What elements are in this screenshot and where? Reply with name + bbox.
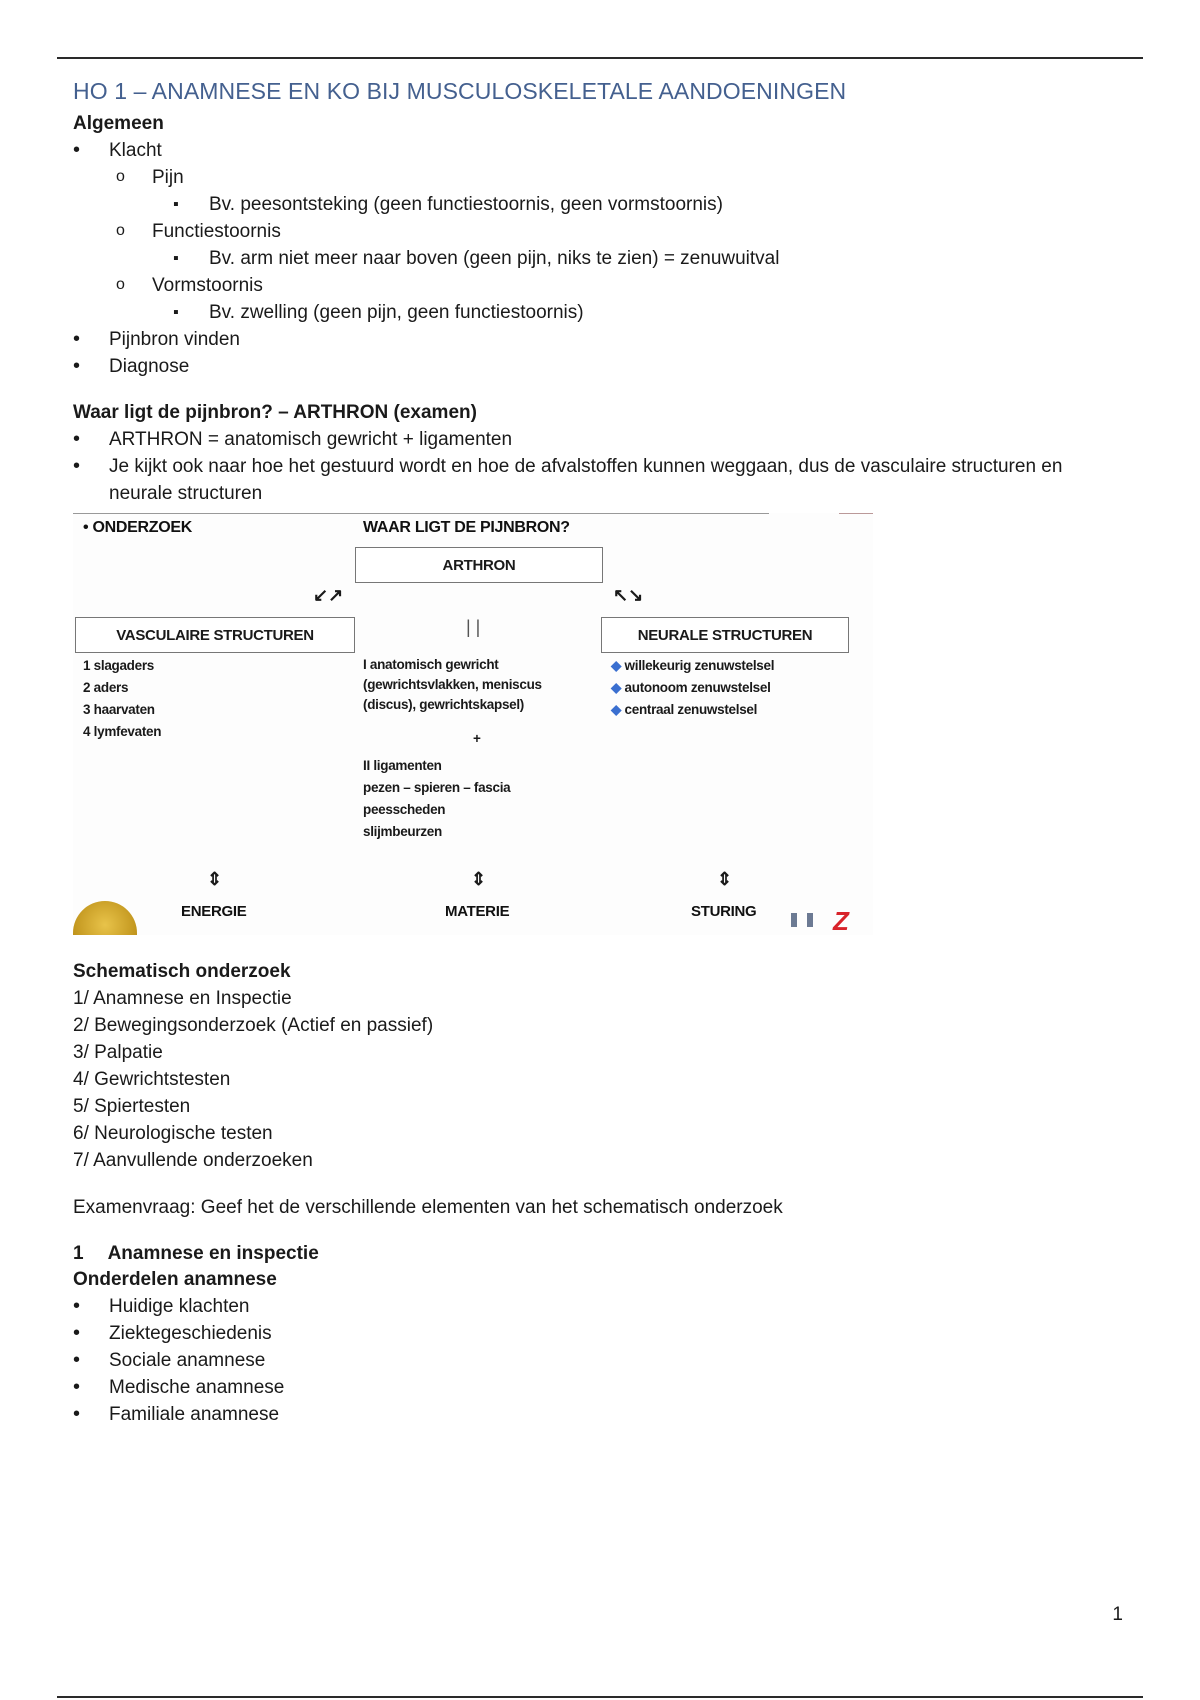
list-item: • Ziektegeschiedenis xyxy=(73,1320,1133,1347)
list-item: • Je kijkt ook naar hoe het gestuurd wordt en hoe de afvalstoffen kunnen weggaan, dus de vasculaire structuren en neurale structuren xyxy=(73,453,1133,507)
arrow-right-icon: ↖↘ xyxy=(613,585,644,605)
list-item: • Sociale anamnese xyxy=(73,1347,1133,1374)
updown-arrow-icon: ⇕ xyxy=(717,869,733,889)
arrow-left-icon: ↙↗ xyxy=(313,585,344,605)
list-item: ▪ Bv. zwelling (geen pijn, geen functiestoornis) xyxy=(73,299,1133,326)
page-number: 1 xyxy=(1112,1604,1123,1625)
list-item: • Diagnose xyxy=(73,353,1133,380)
list-item: 2/ Bewegingsonderzoek (Actief en passief) xyxy=(73,1015,434,1036)
updown-arrow-icon: ⇕ xyxy=(207,869,223,889)
schematisch-list xyxy=(73,985,1133,1174)
diagram-arthron-box: ARTHRON xyxy=(355,547,603,583)
sturing-label: STURING xyxy=(691,903,757,920)
coin-logo-icon xyxy=(73,901,137,935)
list-item: • Huidige klachten xyxy=(73,1293,1133,1320)
diagram-neural-box: NEURALE STRUCTUREN xyxy=(601,617,849,653)
algemeen-heading: Algemeen xyxy=(73,113,164,134)
onderdelen-heading: Onderdelen anamnese xyxy=(73,1269,277,1290)
list-item: ▪ Bv. arm niet meer naar boven (geen pijn, niks te zien) = zenuwuitval xyxy=(73,245,1133,272)
list-item: o Functiestoornis ▪ Bv. arm niet meer naar boven (geen pijn, niks te zien) = zenuwuitval xyxy=(73,218,1133,272)
materie-label: MATERIE xyxy=(445,903,510,920)
footer-rule xyxy=(57,1696,1143,1698)
diagram-neural-list: ◆ willekeurig zenuwstelsel ◆ autonoom zenuwstelsel ◆ centraal zenuwstelsel xyxy=(611,658,775,717)
section-1-heading: 1 Anamnese en inspectie xyxy=(73,1243,319,1264)
anamnese-list xyxy=(73,1293,1133,1428)
list-item: 6/ Neurologische testen xyxy=(73,1123,273,1144)
uz-logo-letter: Z xyxy=(833,906,849,936)
page-title: HO 1 – ANAMNESE EN KO BIJ MUSCULOSKELETALE AANDOENINGEN xyxy=(73,78,847,104)
list-item: o Pijn ▪ Bv. peesontsteking (geen functiestoornis, geen vormstoornis) xyxy=(73,164,1133,218)
energie-label: ENERGIE xyxy=(181,903,247,920)
diagram-question: WAAR LIGT DE PIJNBRON? xyxy=(363,519,570,536)
updown-arrow-icon: ⇕ xyxy=(471,869,487,889)
schematisch-heading: Schematisch onderzoek xyxy=(73,961,291,982)
diagram-vasc-box: VASCULAIRE STRUCTUREN xyxy=(75,617,355,653)
list-item: 7/ Aanvullende onderzoeken xyxy=(73,1150,313,1171)
list-item: 5/ Spiertesten xyxy=(73,1096,191,1117)
diagram-mid-text: I anatomisch gewricht (gewrichtsvlakken, meniscus (discus), gewrichtskapsel) + II ligamenten pezen – spieren – fascia peesscheden slijmbeurzen xyxy=(363,657,542,839)
document-body xyxy=(73,78,1133,1428)
list-item: 3/ Palpatie xyxy=(73,1042,163,1063)
arthron-list xyxy=(73,426,1133,507)
arthron-diagram xyxy=(73,513,873,935)
list-item: • Klacht o Pijn ▪ Bv. peesontsteking (geen functiestoornis, geen vormstoornis) o Functiestoornis ▪ Bv. arm niet meer naar boven (geen pijn, niks te zien) = zenuwuitval o Vormstoornis ▪ Bv. zwelling (geen pijn, geen functiestoornis) xyxy=(73,137,1133,326)
arthron-heading: Waar ligt de pijnbron? – ARTHRON (examen) xyxy=(73,402,477,423)
list-item: 4/ Gewrichtstesten xyxy=(73,1069,231,1090)
double-bar-icon: | | xyxy=(466,617,481,637)
list-item: • ARTHRON = anatomisch gewricht + ligamenten xyxy=(73,426,1133,453)
list-item: ▪ Bv. peesontsteking (geen functiestoornis, geen vormstoornis) xyxy=(73,191,1133,218)
algemeen-list xyxy=(73,137,1133,380)
header-rule xyxy=(57,57,1143,59)
list-item: 1/ Anamnese en Inspectie xyxy=(73,988,292,1009)
diagram-onderzoek-label: • ONDERZOEK xyxy=(83,519,192,536)
list-item: o Vormstoornis ▪ Bv. zwelling (geen pijn, geen functiestoornis) xyxy=(73,272,1133,326)
list-item: • Familiale anamnese xyxy=(73,1401,1133,1428)
examenvraag: Examenvraag: Geef het de verschillende elementen van het schematisch onderzoek xyxy=(73,1197,783,1218)
list-item: • Pijnbron vinden xyxy=(73,326,1133,353)
diagram-vasc-list: 1 slagaders 2 aders 3 haarvaten 4 lymfevaten xyxy=(83,658,162,739)
uz-logo-icon xyxy=(791,913,823,932)
list-item: • Medische anamnese xyxy=(73,1374,1133,1401)
